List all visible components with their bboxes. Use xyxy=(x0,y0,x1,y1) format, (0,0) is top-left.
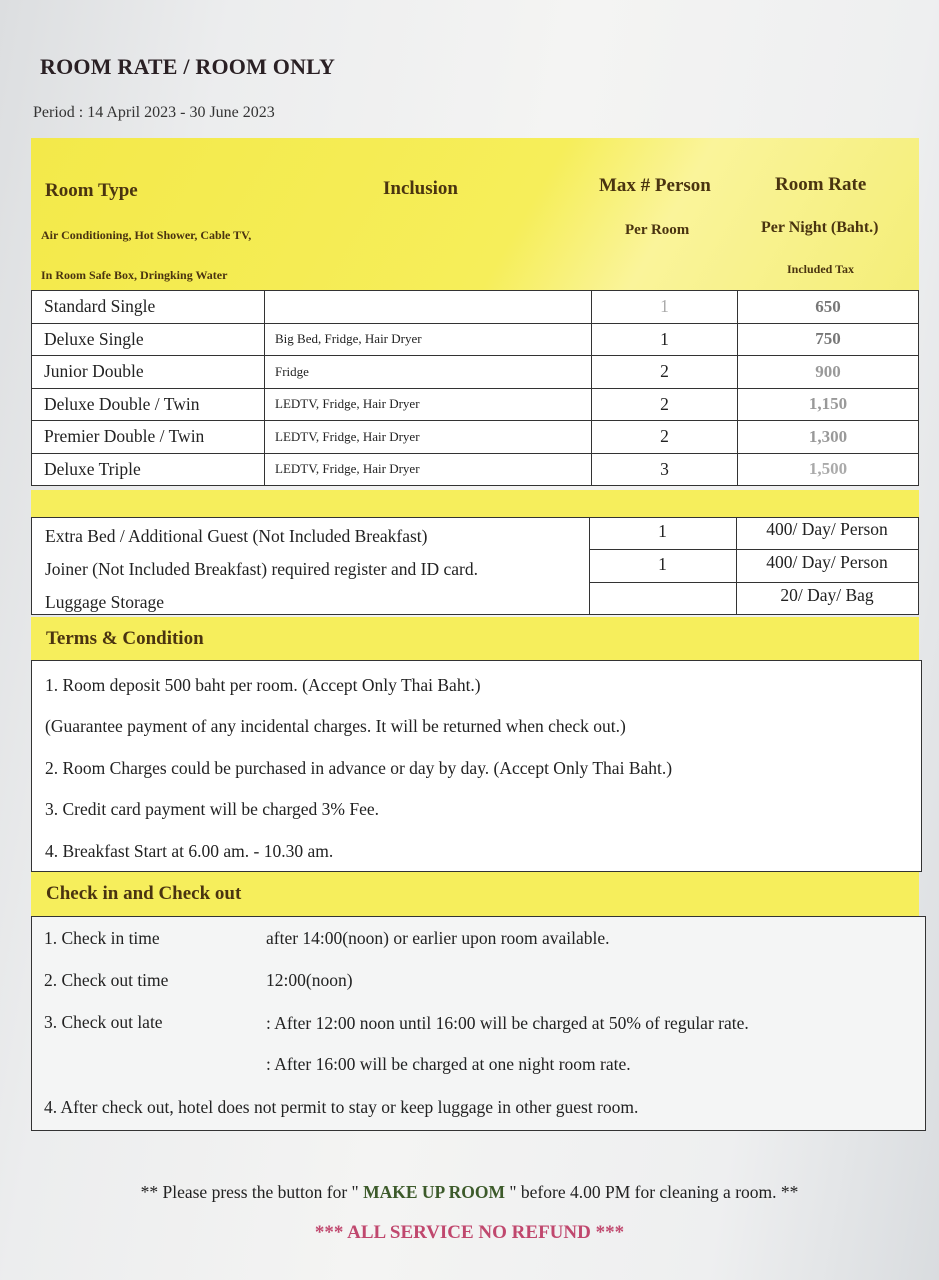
extra-label: Joiner (Not Included Breakfast) required register and ID card. xyxy=(45,559,478,579)
room-rate: 750 xyxy=(738,323,919,356)
row-divider xyxy=(589,549,918,550)
header-inclusion: Inclusion xyxy=(383,178,458,199)
room-inclusion: LEDTV, Fridge, Hair Dryer xyxy=(265,388,592,421)
header-amenities-line2: In Room Safe Box, Dringking Water xyxy=(41,268,228,282)
make-up-room-note xyxy=(0,1182,939,1203)
extra-max: 1 xyxy=(658,521,667,541)
table-row xyxy=(32,421,919,454)
terms-item: 3. Credit card payment will be charged 3% Fee. xyxy=(45,799,380,819)
room-max-person: 1 xyxy=(592,291,738,324)
page-title: ROOM RATE / ROOM ONLY xyxy=(40,54,336,79)
terms-box xyxy=(31,660,922,872)
terms-item: 4. Breakfast Start at 6.00 am. - 10.30 am. xyxy=(45,841,334,861)
table-row xyxy=(32,453,919,486)
extra-rate: 20/ Day/ Bag xyxy=(780,585,874,605)
room-name: Premier Double / Twin xyxy=(32,421,265,454)
room-name: Junior Double xyxy=(32,356,265,389)
table-row xyxy=(32,388,919,421)
checkin-footer: 4. After check out, hotel does not permit to stay or keep luggage in other guest room. xyxy=(44,1097,639,1117)
table-row xyxy=(32,323,919,356)
room-inclusion: LEDTV, Fridge, Hair Dryer xyxy=(265,421,592,454)
room-rate: 1,300 xyxy=(738,421,919,454)
room-max-person: 1 xyxy=(592,323,738,356)
room-max-person: 2 xyxy=(592,421,738,454)
extra-label: Luggage Storage xyxy=(45,592,165,612)
room-max-person: 3 xyxy=(592,453,738,486)
checkin-heading: Check in and Check out xyxy=(46,883,242,904)
note-after: " before 4.00 PM for cleaning a room. ** xyxy=(505,1182,799,1202)
terms-item: (Guarantee payment of any incidental charges. It will be returned when check out.) xyxy=(45,716,626,736)
header-room-rate: Room Rate xyxy=(775,174,867,195)
checkin-value: after 14:00(noon) or earlier upon room available. xyxy=(266,928,610,948)
no-refund-notice: *** ALL SERVICE NO REFUND *** xyxy=(314,1222,625,1243)
terms-item: 1. Room deposit 500 baht per room. (Accept Only Thai Baht.) xyxy=(45,675,481,695)
checkin-value: : After 16:00 will be charged at one night room rate. xyxy=(266,1054,631,1074)
room-max-person: 2 xyxy=(592,388,738,421)
room-inclusion xyxy=(265,291,592,324)
room-inclusion: Fridge xyxy=(265,356,592,389)
row-divider xyxy=(589,582,918,583)
header-included-tax: Included Tax xyxy=(787,262,855,276)
checkin-label: 2. Check out time xyxy=(44,970,169,990)
checkin-label: 3. Check out late xyxy=(44,1012,163,1032)
table-row xyxy=(32,356,919,389)
room-name: Deluxe Triple xyxy=(32,453,265,486)
room-inclusion: LEDTV, Fridge, Hair Dryer xyxy=(265,453,592,486)
room-name: Deluxe Double / Twin xyxy=(32,388,265,421)
room-inclusion: Big Bed, Fridge, Hair Dryer xyxy=(265,323,592,356)
checkin-value: 12:00(noon) xyxy=(266,970,353,990)
room-rate: 1,500 xyxy=(738,453,919,486)
header-amenities-line1: Air Conditioning, Hot Shower, Cable TV, xyxy=(41,228,252,242)
room-rate: 650 xyxy=(738,291,919,324)
note-before: ** Please press the button for " xyxy=(140,1182,364,1202)
room-rate-table xyxy=(31,290,919,486)
extras-table xyxy=(31,517,919,615)
header-per-room: Per Room xyxy=(625,222,690,238)
period: Period : 14 April 2023 - 30 June 2023 xyxy=(33,104,275,121)
room-name: Standard Single xyxy=(32,291,265,324)
extra-rate: 400/ Day/ Person xyxy=(766,552,888,572)
terms-heading-bar xyxy=(31,617,919,661)
header-per-night: Per Night (Baht.) xyxy=(761,219,879,236)
room-rate: 900 xyxy=(738,356,919,389)
checkin-heading-bar xyxy=(31,872,919,916)
divider-band xyxy=(31,490,919,518)
room-max-person: 2 xyxy=(592,356,738,389)
header-max-person: Max # Person xyxy=(599,175,711,196)
rate-table-header xyxy=(31,138,919,294)
checkin-label: 1. Check in time xyxy=(44,928,160,948)
checkin-value: : After 12:00 noon until 16:00 will be charged at 50% of regular rate. xyxy=(266,1013,749,1033)
extra-max: 1 xyxy=(658,554,667,574)
room-name: Deluxe Single xyxy=(32,323,265,356)
header-room-type: Room Type xyxy=(45,180,138,201)
checkin-box xyxy=(31,916,926,1131)
terms-heading: Terms & Condition xyxy=(46,628,204,649)
room-rate: 1,150 xyxy=(738,388,919,421)
table-row xyxy=(32,291,919,324)
extra-rate: 400/ Day/ Person xyxy=(766,519,888,539)
extra-label: Extra Bed / Additional Guest (Not Included Breakfast) xyxy=(45,526,428,546)
terms-item: 2. Room Charges could be purchased in advance or day by day. (Accept Only Thai Baht.) xyxy=(45,758,673,778)
note-make-up-room: MAKE UP ROOM xyxy=(363,1182,505,1202)
